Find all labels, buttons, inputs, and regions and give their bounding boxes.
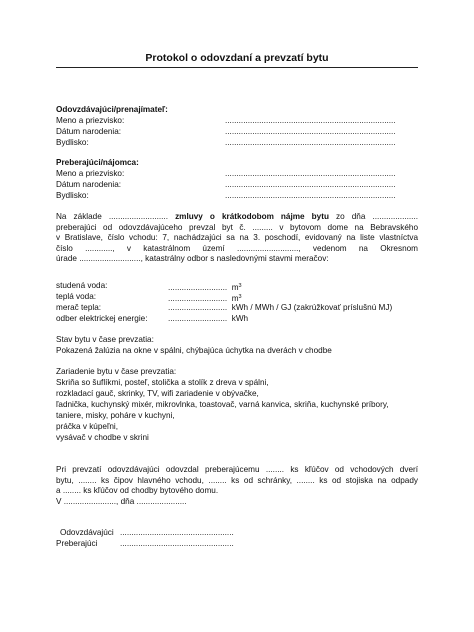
contract-paragraph xyxy=(56,212,418,265)
meter-hot-water-label: teplá voda: xyxy=(56,292,97,301)
tenant-address-value: ........................................................................... xyxy=(225,191,396,200)
furnishings-heading: Zariadenie bytu v čase prevzatia: xyxy=(56,367,177,376)
place-date: V ......................., dňa ...................... xyxy=(56,497,187,506)
meter-electricity-value: .......................... kWh xyxy=(168,314,249,323)
meter-cold-water-label: studená voda: xyxy=(56,281,108,290)
landlord-name-label: Meno a priezvisko: xyxy=(56,116,125,125)
furnishings-line-1: Skriňa so šuflíkmi, posteľ, stolička a stolík z dreva v spálni, xyxy=(56,378,269,387)
contract-line-1 xyxy=(56,212,418,223)
keys-line-1: Pri prevzatí odovzdávajúci odovzdal preberajúcemu ........ ks kľúčov od vchodových dverí xyxy=(56,465,418,474)
contract-line-5: úrade ..........................., katastrálny odbor s nasledovnými stavmi meračov: xyxy=(56,254,329,264)
meter-cold-water-value: .......................... $m^3$ xyxy=(168,283,242,292)
furnishings-line-3: ľadnička, kuchynský mixér, mikrovlnka, toastovač, varná kanvica, skriňa, kuchynské príbory, xyxy=(56,400,389,409)
landlord-address-label: Bydlisko: xyxy=(56,138,89,147)
condition-heading: Stav bytu v čase prevzatia: xyxy=(56,335,154,344)
contract-line-4: číslo ............, v katastrálnom území ..........................., vedenom na Okresnom xyxy=(56,243,418,253)
signature-tenant-line: .................................................. xyxy=(120,539,234,548)
tenant-birthdate-label: Dátum narodenia: xyxy=(56,180,122,189)
contract-type-bold: zmluvy o krátkodobom nájme bytu xyxy=(175,212,329,221)
condition-text: Pokazená žalúzia na okne v spálni, chýbajúca úchytka na dverách v chodbe xyxy=(56,346,332,355)
keys-line-3: a ........ ks kľúčov od chodby bytového domu. xyxy=(56,486,219,496)
landlord-birthdate-value: ........................................................................... xyxy=(225,127,396,136)
furnishings-line-5: práčka v kúpeľni, xyxy=(56,422,119,431)
furnishings-line-2: rozkladací gauč, skrinky, TV, wifi zariadenie v obývačke, xyxy=(56,389,259,398)
signature-landlord-line: .................................................. xyxy=(120,528,234,537)
tenant-name-label: Meno a priezvisko: xyxy=(56,169,125,178)
signature-tenant-label: Preberajúci xyxy=(56,539,98,548)
landlord-heading: Odovzdávajúci/prenajímateľ: xyxy=(56,105,168,114)
tenant-heading: Preberajúci/nájomca: xyxy=(56,158,139,167)
document-title: Protokol o odovzdaní a prevzatí bytu xyxy=(145,52,329,64)
tenant-birthdate-value: ........................................................................... xyxy=(225,180,396,189)
tenant-address-label: Bydlisko: xyxy=(56,191,89,200)
contract-line-2: preberajúci od odovzdávajúceho prevzal byt č. ......... v bytovom dome na Bebravského xyxy=(56,222,418,232)
meter-electricity-label: odber elektrickej energie: xyxy=(56,314,148,323)
landlord-birthdate-label: Dátum narodenia: xyxy=(56,127,122,136)
landlord-address-value: ........................................................................... xyxy=(225,138,396,147)
tenant-name-value: ........................................................................... xyxy=(225,169,396,178)
furnishings-line-4: taniere, misky, poháre v kuchyni, xyxy=(56,411,175,420)
title-underline xyxy=(56,67,418,68)
meter-heat-label: merač tepla: xyxy=(56,303,102,312)
keys-paragraph xyxy=(56,465,418,497)
meter-heat-value: .......................... kWh / MWh / GJ (zakrúžkovať príslušnú MJ) xyxy=(168,303,393,312)
signature-landlord-label: Odovzdávajúci xyxy=(60,528,114,537)
contract-line-3: v Bratislave, číslo vchodu: 7, nachádzajúci sa na 3. poschodí, evidovaný na liste vlastníctva xyxy=(56,233,418,243)
contract-line-1-end: zo dňa .................... xyxy=(328,212,418,221)
landlord-name-value: ........................................................................... xyxy=(225,116,396,125)
meter-hot-water-value: .......................... $m^3$ xyxy=(168,294,242,303)
contract-line-1-start: Na základe .......................... xyxy=(56,212,176,221)
keys-line-2: bytu, ........ ks čipov hlavného vchodu, ........ ks od schránky, ........ ks od stojiska na odpady xyxy=(56,475,418,485)
furnishings-line-6: vysávač v chodbe v skrini xyxy=(56,433,149,442)
